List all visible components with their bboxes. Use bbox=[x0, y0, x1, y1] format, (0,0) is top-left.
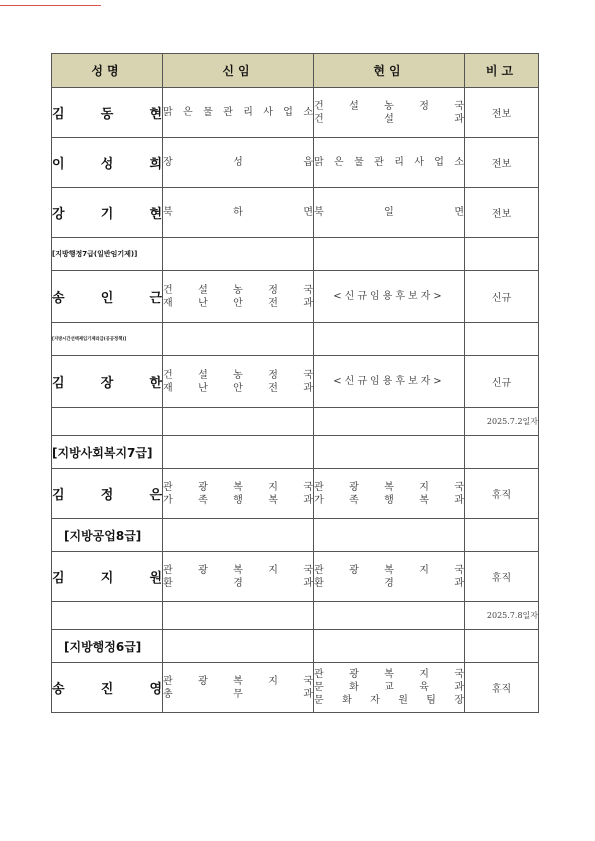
glyph: 은 bbox=[149, 488, 162, 503]
new-post-line bbox=[163, 369, 313, 382]
glyph: 팀 bbox=[426, 695, 436, 706]
glyph: 맑 bbox=[163, 107, 173, 118]
glyph: 송 bbox=[52, 291, 65, 306]
table-row bbox=[52, 552, 539, 602]
glyph: 한 bbox=[149, 376, 162, 391]
glyph: 환 bbox=[314, 577, 324, 589]
person-name-text bbox=[52, 287, 162, 306]
header-row bbox=[52, 54, 539, 88]
current-post bbox=[314, 663, 465, 713]
glyph: 국 bbox=[454, 100, 464, 112]
glyph: 광 bbox=[198, 675, 208, 687]
glyph: 국 bbox=[303, 481, 313, 493]
glyph: 장 bbox=[100, 376, 114, 391]
glyph: 건 bbox=[314, 100, 324, 112]
person-name bbox=[52, 271, 163, 323]
empty-cell bbox=[314, 519, 465, 552]
glyph: 성 bbox=[233, 157, 243, 168]
glyph: 설 bbox=[198, 284, 208, 296]
glyph: 하 bbox=[233, 207, 243, 218]
glyph: 희 bbox=[149, 157, 162, 172]
current-post-line bbox=[314, 564, 464, 577]
person-name bbox=[52, 469, 163, 519]
remark: 전보 bbox=[465, 188, 539, 238]
new-post-line bbox=[163, 494, 313, 507]
empty-cell bbox=[465, 630, 539, 663]
glyph: 총 bbox=[163, 688, 173, 700]
glyph: 동 bbox=[100, 107, 114, 122]
glyph: 정 bbox=[100, 488, 114, 503]
glyph: 가 bbox=[314, 494, 324, 506]
glyph: 가 bbox=[163, 494, 173, 506]
glyph: 육 bbox=[419, 682, 429, 693]
glyph: 관 bbox=[163, 564, 173, 576]
glyph: 정 bbox=[268, 284, 278, 296]
glyph: 환 bbox=[163, 577, 173, 589]
empty-cell bbox=[163, 602, 314, 630]
glyph: 소 bbox=[454, 157, 464, 168]
glyph: 김 bbox=[52, 376, 65, 391]
empty-cell bbox=[314, 630, 465, 663]
new-post-line bbox=[163, 688, 313, 701]
glyph: 건 bbox=[163, 284, 173, 296]
current-post-line bbox=[314, 156, 464, 169]
glyph: 건 bbox=[163, 369, 173, 381]
current-post-line bbox=[314, 481, 464, 494]
new-post bbox=[163, 271, 314, 323]
glyph: 이 bbox=[52, 157, 65, 172]
glyph: 과 bbox=[303, 382, 313, 394]
glyph: 국 bbox=[454, 564, 464, 576]
person-name bbox=[52, 356, 163, 408]
table-row bbox=[52, 469, 539, 519]
new-post bbox=[163, 138, 314, 188]
remark: 휴직 bbox=[465, 663, 539, 713]
new-post-line bbox=[163, 156, 313, 169]
glyph: 현 bbox=[149, 207, 162, 222]
glyph: 복 bbox=[268, 494, 278, 506]
header-new-post: 신임 bbox=[163, 54, 314, 88]
glyph: 국 bbox=[454, 481, 464, 493]
person-name bbox=[52, 188, 163, 238]
glyph: 문 bbox=[314, 695, 324, 706]
glyph: 지 bbox=[419, 669, 429, 680]
current-post bbox=[314, 138, 465, 188]
glyph: 송 bbox=[52, 682, 65, 697]
glyph: 과 bbox=[454, 682, 464, 693]
glyph: 화 bbox=[349, 682, 359, 693]
current-post-line bbox=[314, 113, 464, 126]
grade-label: [지방행정6급] bbox=[52, 630, 163, 663]
empty-cell bbox=[163, 408, 314, 436]
grade-label: [지방공업8급] bbox=[52, 519, 163, 552]
glyph: 과 bbox=[454, 113, 464, 125]
glyph: 사 bbox=[263, 107, 273, 118]
empty-cell bbox=[314, 602, 465, 630]
person-name-text bbox=[52, 567, 162, 586]
new-post-line bbox=[163, 206, 313, 219]
glyph: 설 bbox=[198, 369, 208, 381]
effective-date: 2025.7.2일자 bbox=[465, 408, 539, 436]
empty-cell bbox=[163, 323, 314, 356]
empty-cell bbox=[465, 323, 539, 356]
glyph: 족 bbox=[349, 494, 359, 506]
glyph: 은 bbox=[183, 107, 193, 118]
glyph: 사 bbox=[414, 157, 424, 168]
glyph: 국 bbox=[303, 675, 313, 687]
glyph: 과 bbox=[303, 494, 313, 506]
person-name bbox=[52, 663, 163, 713]
table-row bbox=[52, 519, 539, 552]
current-post bbox=[314, 271, 465, 323]
new-post-line bbox=[163, 675, 313, 688]
glyph: 읍 bbox=[303, 157, 313, 168]
glyph: 행 bbox=[233, 494, 243, 506]
glyph: 물 bbox=[354, 157, 364, 168]
glyph: 복 bbox=[384, 669, 394, 680]
remark: 휴직 bbox=[465, 552, 539, 602]
grade-label: [지방행정7급(일반임기제)] bbox=[52, 238, 163, 271]
glyph: 관 bbox=[163, 675, 173, 687]
new-post-line bbox=[163, 106, 313, 119]
new-post bbox=[163, 663, 314, 713]
current-post-line bbox=[314, 206, 464, 219]
glyph: 강 bbox=[52, 207, 65, 222]
grade-label: [지방시간선택제임기제라급(공공정책)] bbox=[52, 323, 163, 356]
remark: 휴직 bbox=[465, 469, 539, 519]
glyph: 김 bbox=[52, 488, 65, 503]
glyph: 근 bbox=[149, 291, 162, 306]
glyph: 지 bbox=[268, 481, 278, 493]
glyph: 소 bbox=[303, 107, 313, 118]
glyph: 국 bbox=[454, 669, 464, 680]
glyph: 교 bbox=[384, 682, 394, 693]
glyph: 경 bbox=[233, 577, 243, 589]
glyph: 자 bbox=[370, 695, 380, 706]
person-name-text bbox=[52, 103, 162, 122]
person-name bbox=[52, 552, 163, 602]
glyph: 행 bbox=[384, 494, 394, 506]
glyph: 건 bbox=[314, 113, 324, 125]
glyph: 원 bbox=[398, 695, 408, 706]
new-post bbox=[163, 88, 314, 138]
remark: 전보 bbox=[465, 88, 539, 138]
current-post-line bbox=[314, 668, 464, 681]
header-current-post: 현임 bbox=[314, 54, 465, 88]
new-post bbox=[163, 188, 314, 238]
glyph: 설 bbox=[384, 113, 394, 125]
corner-mark bbox=[0, 5, 101, 6]
glyph: 과 bbox=[303, 297, 313, 309]
glyph: 설 bbox=[349, 100, 359, 112]
glyph: 화 bbox=[342, 695, 352, 706]
remark: 전보 bbox=[465, 138, 539, 188]
glyph: 농 bbox=[384, 100, 394, 112]
empty-cell bbox=[52, 408, 163, 436]
empty-cell bbox=[163, 519, 314, 552]
glyph: 경 bbox=[384, 577, 394, 589]
empty-cell bbox=[163, 630, 314, 663]
glyph: 관 bbox=[374, 157, 384, 168]
current-post bbox=[314, 88, 465, 138]
current-post-line bbox=[314, 694, 464, 707]
glyph: 복 bbox=[233, 564, 243, 576]
glyph: 물 bbox=[203, 107, 213, 118]
glyph: 북 bbox=[314, 207, 324, 218]
empty-cell bbox=[163, 238, 314, 271]
new-post-line bbox=[163, 481, 313, 494]
new-post-line bbox=[163, 297, 313, 310]
glyph: 기 bbox=[100, 207, 114, 222]
table-row bbox=[52, 436, 539, 469]
glyph: 광 bbox=[198, 481, 208, 493]
person-name-text bbox=[52, 203, 162, 222]
current-post-line bbox=[314, 577, 464, 590]
remark: 신규 bbox=[465, 356, 539, 408]
glyph: 인 bbox=[100, 291, 114, 306]
table-row bbox=[52, 271, 539, 323]
glyph: 지 bbox=[100, 571, 114, 586]
glyph: 재 bbox=[163, 297, 173, 309]
glyph: 김 bbox=[52, 571, 65, 586]
glyph: 과 bbox=[454, 494, 464, 506]
glyph: 관 bbox=[314, 564, 324, 576]
glyph: 안 bbox=[233, 297, 243, 309]
empty-cell bbox=[163, 436, 314, 469]
glyph: 무 bbox=[233, 688, 243, 700]
glyph: 복 bbox=[384, 564, 394, 576]
table-row bbox=[52, 138, 539, 188]
glyph: 국 bbox=[303, 284, 313, 296]
personnel-table bbox=[51, 53, 539, 713]
glyph: 지 bbox=[268, 564, 278, 576]
new-post bbox=[163, 469, 314, 519]
glyph: 재 bbox=[163, 382, 173, 394]
empty-cell bbox=[465, 436, 539, 469]
glyph: 진 bbox=[100, 682, 114, 697]
current-post bbox=[314, 356, 465, 408]
table-row bbox=[52, 323, 539, 356]
glyph: 원 bbox=[149, 571, 162, 586]
candidate-status: <신규임용후보자> bbox=[333, 376, 445, 387]
glyph: 복 bbox=[233, 481, 243, 493]
glyph: 관 bbox=[223, 107, 233, 118]
glyph: 리 bbox=[394, 157, 404, 168]
glyph: 맑 bbox=[314, 157, 324, 168]
table-row bbox=[52, 630, 539, 663]
new-post bbox=[163, 356, 314, 408]
glyph: 장 bbox=[163, 157, 173, 168]
glyph: 정 bbox=[268, 369, 278, 381]
remark: 신규 bbox=[465, 271, 539, 323]
current-post-line bbox=[314, 494, 464, 507]
person-name-text bbox=[52, 678, 162, 697]
glyph: 광 bbox=[349, 669, 359, 680]
table-row bbox=[52, 408, 539, 436]
glyph: 현 bbox=[149, 107, 162, 122]
empty-cell bbox=[314, 238, 465, 271]
candidate-status: <신규임용후보자> bbox=[333, 291, 445, 302]
current-post-line bbox=[314, 100, 464, 113]
person-name-text bbox=[52, 153, 162, 172]
table-row bbox=[52, 602, 539, 630]
glyph: 북 bbox=[163, 207, 173, 218]
person-name bbox=[52, 138, 163, 188]
empty-cell bbox=[314, 436, 465, 469]
glyph: 광 bbox=[349, 564, 359, 576]
glyph: 관 bbox=[314, 669, 324, 680]
table-row bbox=[52, 188, 539, 238]
glyph: 복 bbox=[233, 675, 243, 687]
empty-cell bbox=[52, 602, 163, 630]
glyph: 면 bbox=[454, 207, 464, 218]
new-post-line bbox=[163, 577, 313, 590]
glyph: 리 bbox=[243, 107, 253, 118]
person-name-text bbox=[52, 372, 162, 391]
table-row bbox=[52, 663, 539, 713]
glyph: 김 bbox=[52, 107, 65, 122]
glyph: 족 bbox=[198, 494, 208, 506]
glyph: 복 bbox=[419, 494, 429, 506]
header-remark: 비고 bbox=[465, 54, 539, 88]
glyph: 지 bbox=[419, 481, 429, 493]
glyph: 영 bbox=[149, 682, 162, 697]
glyph: 과 bbox=[303, 688, 313, 700]
glyph: 국 bbox=[303, 369, 313, 381]
glyph: 성 bbox=[100, 157, 114, 172]
glyph: 농 bbox=[233, 369, 243, 381]
glyph: 국 bbox=[303, 564, 313, 576]
empty-cell bbox=[314, 323, 465, 356]
current-post-line bbox=[314, 681, 464, 694]
glyph: 안 bbox=[233, 382, 243, 394]
glyph: 일 bbox=[384, 207, 394, 218]
glyph: 관 bbox=[314, 481, 324, 493]
new-post bbox=[163, 552, 314, 602]
new-post-line bbox=[163, 382, 313, 395]
current-post bbox=[314, 188, 465, 238]
glyph: 관 bbox=[163, 481, 173, 493]
glyph: 광 bbox=[349, 481, 359, 493]
glyph: 지 bbox=[419, 564, 429, 576]
table-row bbox=[52, 356, 539, 408]
new-post-line bbox=[163, 284, 313, 297]
effective-date: 2025.7.8일자 bbox=[465, 602, 539, 630]
table-body bbox=[52, 88, 539, 713]
glyph: 정 bbox=[419, 100, 429, 112]
glyph: 광 bbox=[198, 564, 208, 576]
grade-label: [지방사회복지7급] bbox=[52, 436, 163, 469]
table-row bbox=[52, 88, 539, 138]
person-name-text bbox=[52, 484, 162, 503]
glyph: 은 bbox=[334, 157, 344, 168]
glyph: 전 bbox=[268, 382, 278, 394]
glyph: 난 bbox=[198, 297, 208, 309]
glyph: 농 bbox=[233, 284, 243, 296]
empty-cell bbox=[314, 408, 465, 436]
person-name bbox=[52, 88, 163, 138]
table-row bbox=[52, 238, 539, 271]
glyph: 지 bbox=[268, 675, 278, 687]
glyph: 과 bbox=[454, 577, 464, 589]
current-post bbox=[314, 552, 465, 602]
empty-cell bbox=[465, 238, 539, 271]
new-post-line bbox=[163, 564, 313, 577]
glyph: 복 bbox=[384, 481, 394, 493]
glyph: 업 bbox=[434, 157, 444, 168]
current-post bbox=[314, 469, 465, 519]
glyph: 장 bbox=[454, 695, 464, 706]
glyph: 전 bbox=[268, 297, 278, 309]
glyph: 업 bbox=[283, 107, 293, 118]
glyph: 문 bbox=[314, 682, 324, 693]
glyph: 면 bbox=[303, 207, 313, 218]
header-name: 성명 bbox=[52, 54, 163, 88]
glyph: 난 bbox=[198, 382, 208, 394]
empty-cell bbox=[465, 519, 539, 552]
glyph: 과 bbox=[303, 577, 313, 589]
